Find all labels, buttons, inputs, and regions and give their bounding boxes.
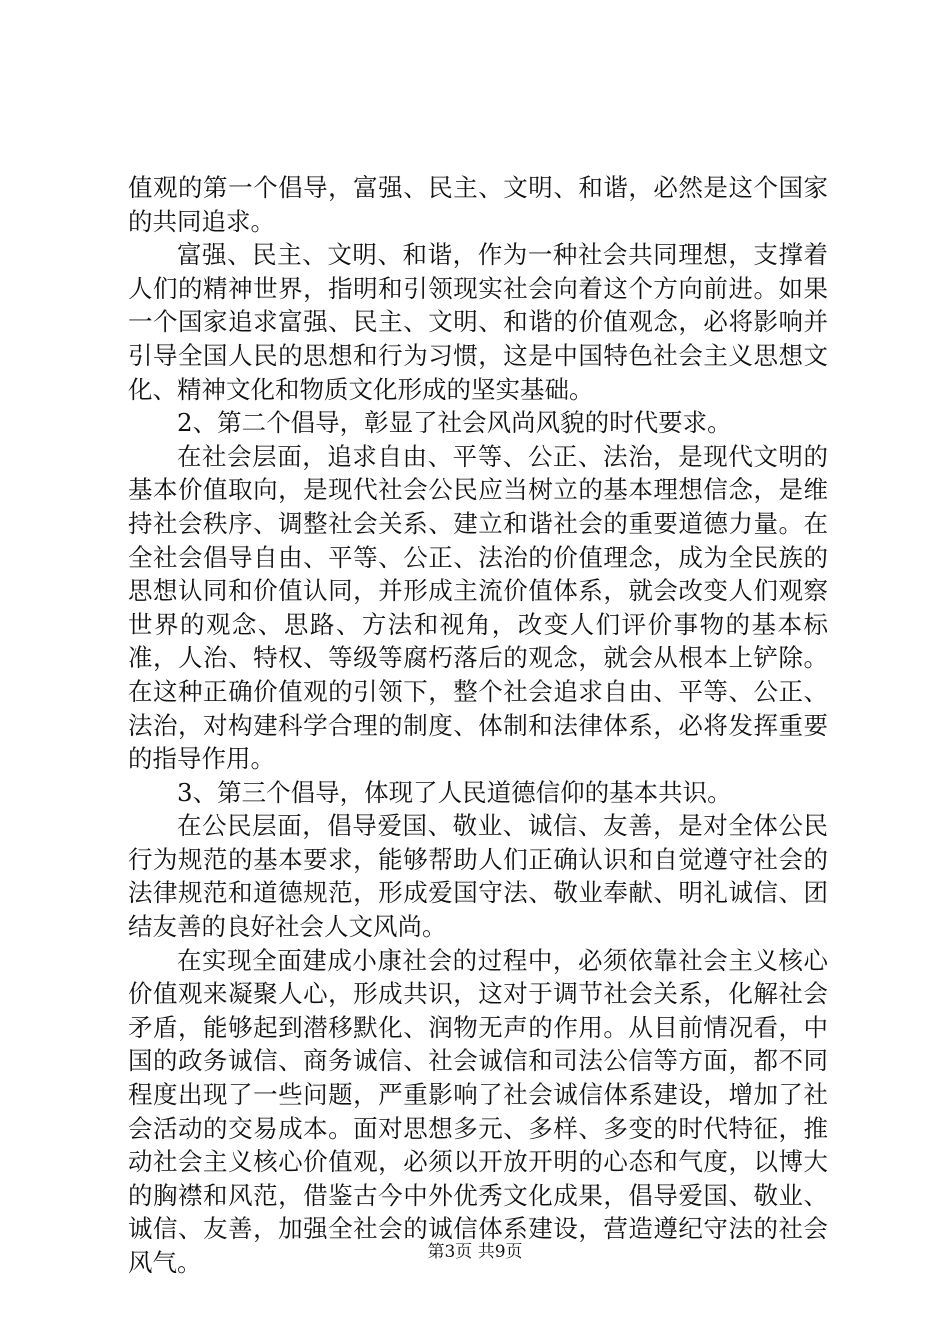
paragraph-prosperity: 富强、民主、文明、和谐，作为一种社会共同理想，支撑着人们的精神世界，指明和引领现实社会向着这个方向前进。如果一个国家追求富强、民主、文明、和谐的价值观念，必将影响并引导全国人民的思想和行为习惯，这是中国特色社会主义思想文化、精神文化和物质文化形成的坚实基础。 <box>128 240 828 404</box>
paragraph-xiaokang-society: 在实现全面建成小康社会的过程中，必须依靠社会主义核心价值观来凝聚人心，形成共识，这对于调节社会关系，化解社会矛盾，能够起到潜移默化、润物无声的作用。从目前情况看，中国的政务诚信、商务诚信、社会诚信和司法公信等方面，都不同程度出现了一些问题，严重影响了社会诚信体系建设，增加了社会活动的交易成本。面对思想多元、多样、多变的时代特征，推动社会主义核心价值观，必须以开放开明的心态和气度，以博大的胸襟和风范，借鉴古今中外优秀文化成果，倡导爱国、敬业、诚信、友善，加强全社会的诚信体系建设，营造遵纪守法的社会风气。 <box>128 945 828 1277</box>
heading-second-advocacy: 2、第二个倡导，彰显了社会风尚风貌的时代要求。 <box>177 408 732 438</box>
heading-third-advocacy: 3、第三个倡导，体现了人民道德信仰的基本共识。 <box>177 777 732 807</box>
paragraph-continuation: 值观的第一个倡导，富强、民主、文明、和谐，必然是这个国家的共同追求。 <box>128 173 828 236</box>
page-footer: 第3页 共9页 <box>427 1242 523 1262</box>
document-body <box>128 171 828 1280</box>
paragraph-citizen-level: 在公民层面，倡导爱国、敬业、诚信、友善，是对全体公民行为规范的基本要求，能够帮助人们正确认识和自觉遵守社会的法律规范和道德规范，形成爱国守法、敬业奉献、明礼诚信、团结友善的良好社会人文风尚。 <box>128 811 828 942</box>
paragraph-social-level: 在社会层面，追求自由、平等、公正、法治，是现代文明的基本价值取向，是现代社会公民应当树立的基本理想信念，是维持社会秩序、调整社会关系、建立和谐社会的重要道德力量。在全社会倡导自由、平等、公正、法治的价值理念，成为全民族的思想认同和价值认同，并形成主流价值体系，就会改变人们观察世界的观念、思路、方法和视角，改变人们评价事物的基本标准，人治、特权、等级等腐朽落后的观念，就会从根本上铲除。在这种正确价值观的引领下，整个社会追求自由、平等、公正、法治，对构建科学合理的制度、体制和法律体系，必将发挥重要的指导作用。 <box>128 441 828 774</box>
